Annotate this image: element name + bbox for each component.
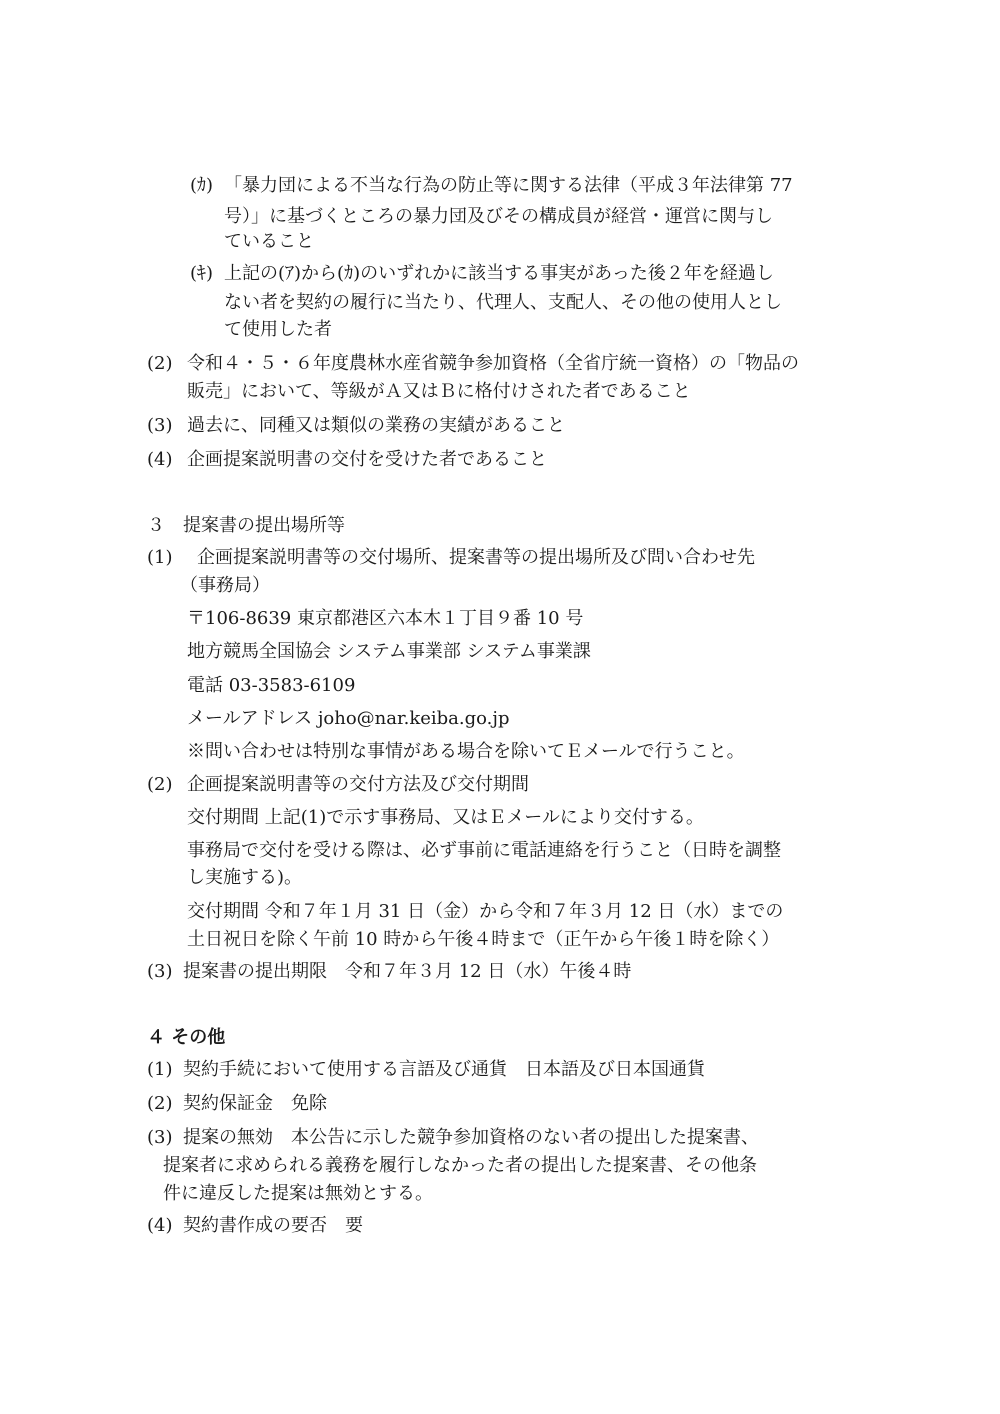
item-ka-line-2: 号）」に基づくところの暴力団及びその構成員が経営・運営に関与し [224,206,773,227]
s3-note: ※問い合わせは特別な事情がある場合を除いてＥメールで行うこと。 [187,741,745,762]
s4-item2-text: 契約保証金 免除 [183,1093,327,1114]
item4-text: 企画提案説明書の交付を受けた者であること [187,449,547,470]
s4-item3-line-1: 提案の無効 本公告に示した競争参加資格のない者の提出した提案書、 [183,1127,759,1148]
s4-item2-marker: (2) [147,1093,173,1114]
item-ka-line-3: ていること [224,231,314,252]
item4-marker: (4) [147,449,173,470]
s3-phone: 電話 03-3583-6109 [187,675,356,696]
s3-visit-line-1: 事務局で交付を受ける際は、必ず事前に電話連絡を行うこと（日時を調整 [187,840,781,861]
s3-email: メールアドレス joho@nar.keiba.go.jp [187,708,510,729]
item2-line-1: 令和４・５・６年度農林水産省競争参加資格（全省庁統一資格）の「物品の [187,353,799,374]
item-ka-marker: (ｶ) [190,175,214,196]
s3-period-line-2: 土日祝日を除く午前 10 時から午後４時まで（正午から午後１時を除く） [187,929,780,950]
s4-item3-marker: (3) [147,1127,173,1148]
s3-period-line-1: 交付期間 令和７年１月 31 日（金）から令和７年３月 12 日（水）までの [187,901,784,922]
item3-text: 過去に、同種又は類似の業務の実績があること [187,415,565,436]
section3-heading: ３ 提案書の提出場所等 [147,515,345,536]
s3-item1-marker: (1) [147,547,173,568]
s4-item1-text: 契約手続において使用する言語及び通貨 日本語及び日本国通貨 [183,1059,705,1080]
s3-org: 地方競馬全国協会 システム事業部 システム事業課 [187,641,591,662]
item2-marker: (2) [147,353,173,374]
s3-item3-marker: (3) [147,961,173,982]
s4-item3-line-3: 件に違反した提案は無効とする。 [163,1183,433,1204]
item3-marker: (3) [147,415,173,436]
item2-line-2: 販売」において、等級がＡ又はＢに格付けされた者であること [187,381,691,402]
s3-item1-text: 企画提案説明書等の交付場所、提案書等の提出場所及び問い合わせ先 [197,547,755,568]
item-ki-marker: (ｷ) [190,263,214,284]
s4-item3-line-2: 提案者に求められる義務を履行しなかった者の提出した提案書、その他条 [163,1155,757,1176]
s3-item2-marker: (2) [147,774,173,795]
s3-visit-line-2: し実施する)。 [187,867,303,888]
item-ki-line-1: 上記の(ｱ)から(ｶ)のいずれかに該当する事実があった後２年を経過し [224,263,774,284]
section4-heading: ４ その他 [147,1027,226,1048]
item-ka-line-1: 「暴力団による不当な行為の防止等に関する法律（平成３年法律第 77 [224,175,793,196]
s3-address: 〒106-8639 東京都港区六本木１丁目９番 10 号 [187,608,584,629]
s3-item2-text: 企画提案説明書等の交付方法及び交付期間 [187,774,529,795]
s3-item3-text: 提案書の提出期限 令和７年３月 12 日（水）午後４時 [183,961,632,982]
item-ki-line-3: て使用した者 [224,319,332,340]
s4-item4-marker: (4) [147,1215,173,1236]
s3-office: （事務局） [180,575,270,596]
item-ki-line-2: ない者を契約の履行に当たり、代理人、支配人、その他の使用人とし [224,292,782,313]
s4-item4-text: 契約書作成の要否 要 [183,1215,363,1236]
s3-method: 交付期間 上記(1)で示す事務局、又はＥメールにより交付する。 [187,807,704,828]
s4-item1-marker: (1) [147,1059,173,1080]
